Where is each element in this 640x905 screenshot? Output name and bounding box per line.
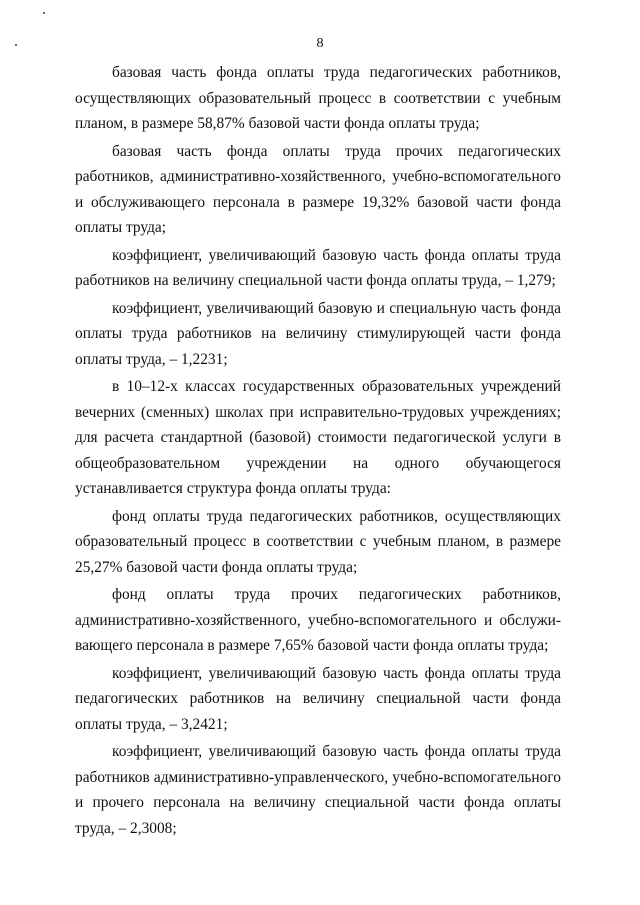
document-body: [75, 60, 561, 843]
paragraph: коэффициент, увеличивающий базовую и специальную часть фонда оплаты труда работников на величину стимулирующей части фонда оплаты труда, – 1,2231;: [75, 299, 561, 368]
paragraph: фонд оплаты труда педагогических работников, осуществляющих образовательный процесс в соответствии с учебным планом, в размере 25,27% базовой части фонда оплаты труда;: [75, 507, 561, 576]
paragraph: базовая часть фонда оплаты труда педагогических работников, осуществляющих образовательный процесс в соответствии с учебным планом, в размере 58,87% базовой части фонда оплаты труда;: [75, 64, 561, 132]
paragraph: в 10–12-х классах государственных образовательных учреждений вечерних (сменных) школах при исправительно-трудовых учреждениях; для расчета стандартной (базовой) стоимости педагогической услуги в общеобразовательном учреждении на одного обучающегося устанавливается структура фонда оплаты труда:: [75, 378, 561, 497]
paragraph: коэффициент, увеличивающий базовую часть фонда оплаты труда работников административно-управленческого, учебно-вспомогательного и прочего персонала на величину специальной части фонда оплаты труда, – 2,3008;: [75, 743, 561, 837]
paragraph: базовая часть фонда оплаты труда прочих педагогических работников, административно-хозяйственного, учебно-вспомогательного и обслуживающего персонала в размере 19,32% базовой части фонда оплаты труда;: [75, 142, 561, 236]
paragraph: фонд оплаты труда прочих педагогических работников, административно-хозяйственного, учебно-вспомогательного и обслуживающего персонала в размере 7,65% базовой части фонда оплаты труда;: [75, 586, 561, 654]
page-number: 8: [316, 36, 324, 51]
paragraph: коэффициент, увеличивающий базовую часть фонда оплаты труда работников на величину специальной части фонда оплаты труда, – 1,279;: [75, 246, 561, 289]
paragraph: коэффициент, увеличивающий базовую часть фонда оплаты труда педагогических работников на величину специальной части фонда оплаты труда, – 3,2421;: [75, 664, 561, 733]
scan-mark-top: [43, 12, 45, 14]
